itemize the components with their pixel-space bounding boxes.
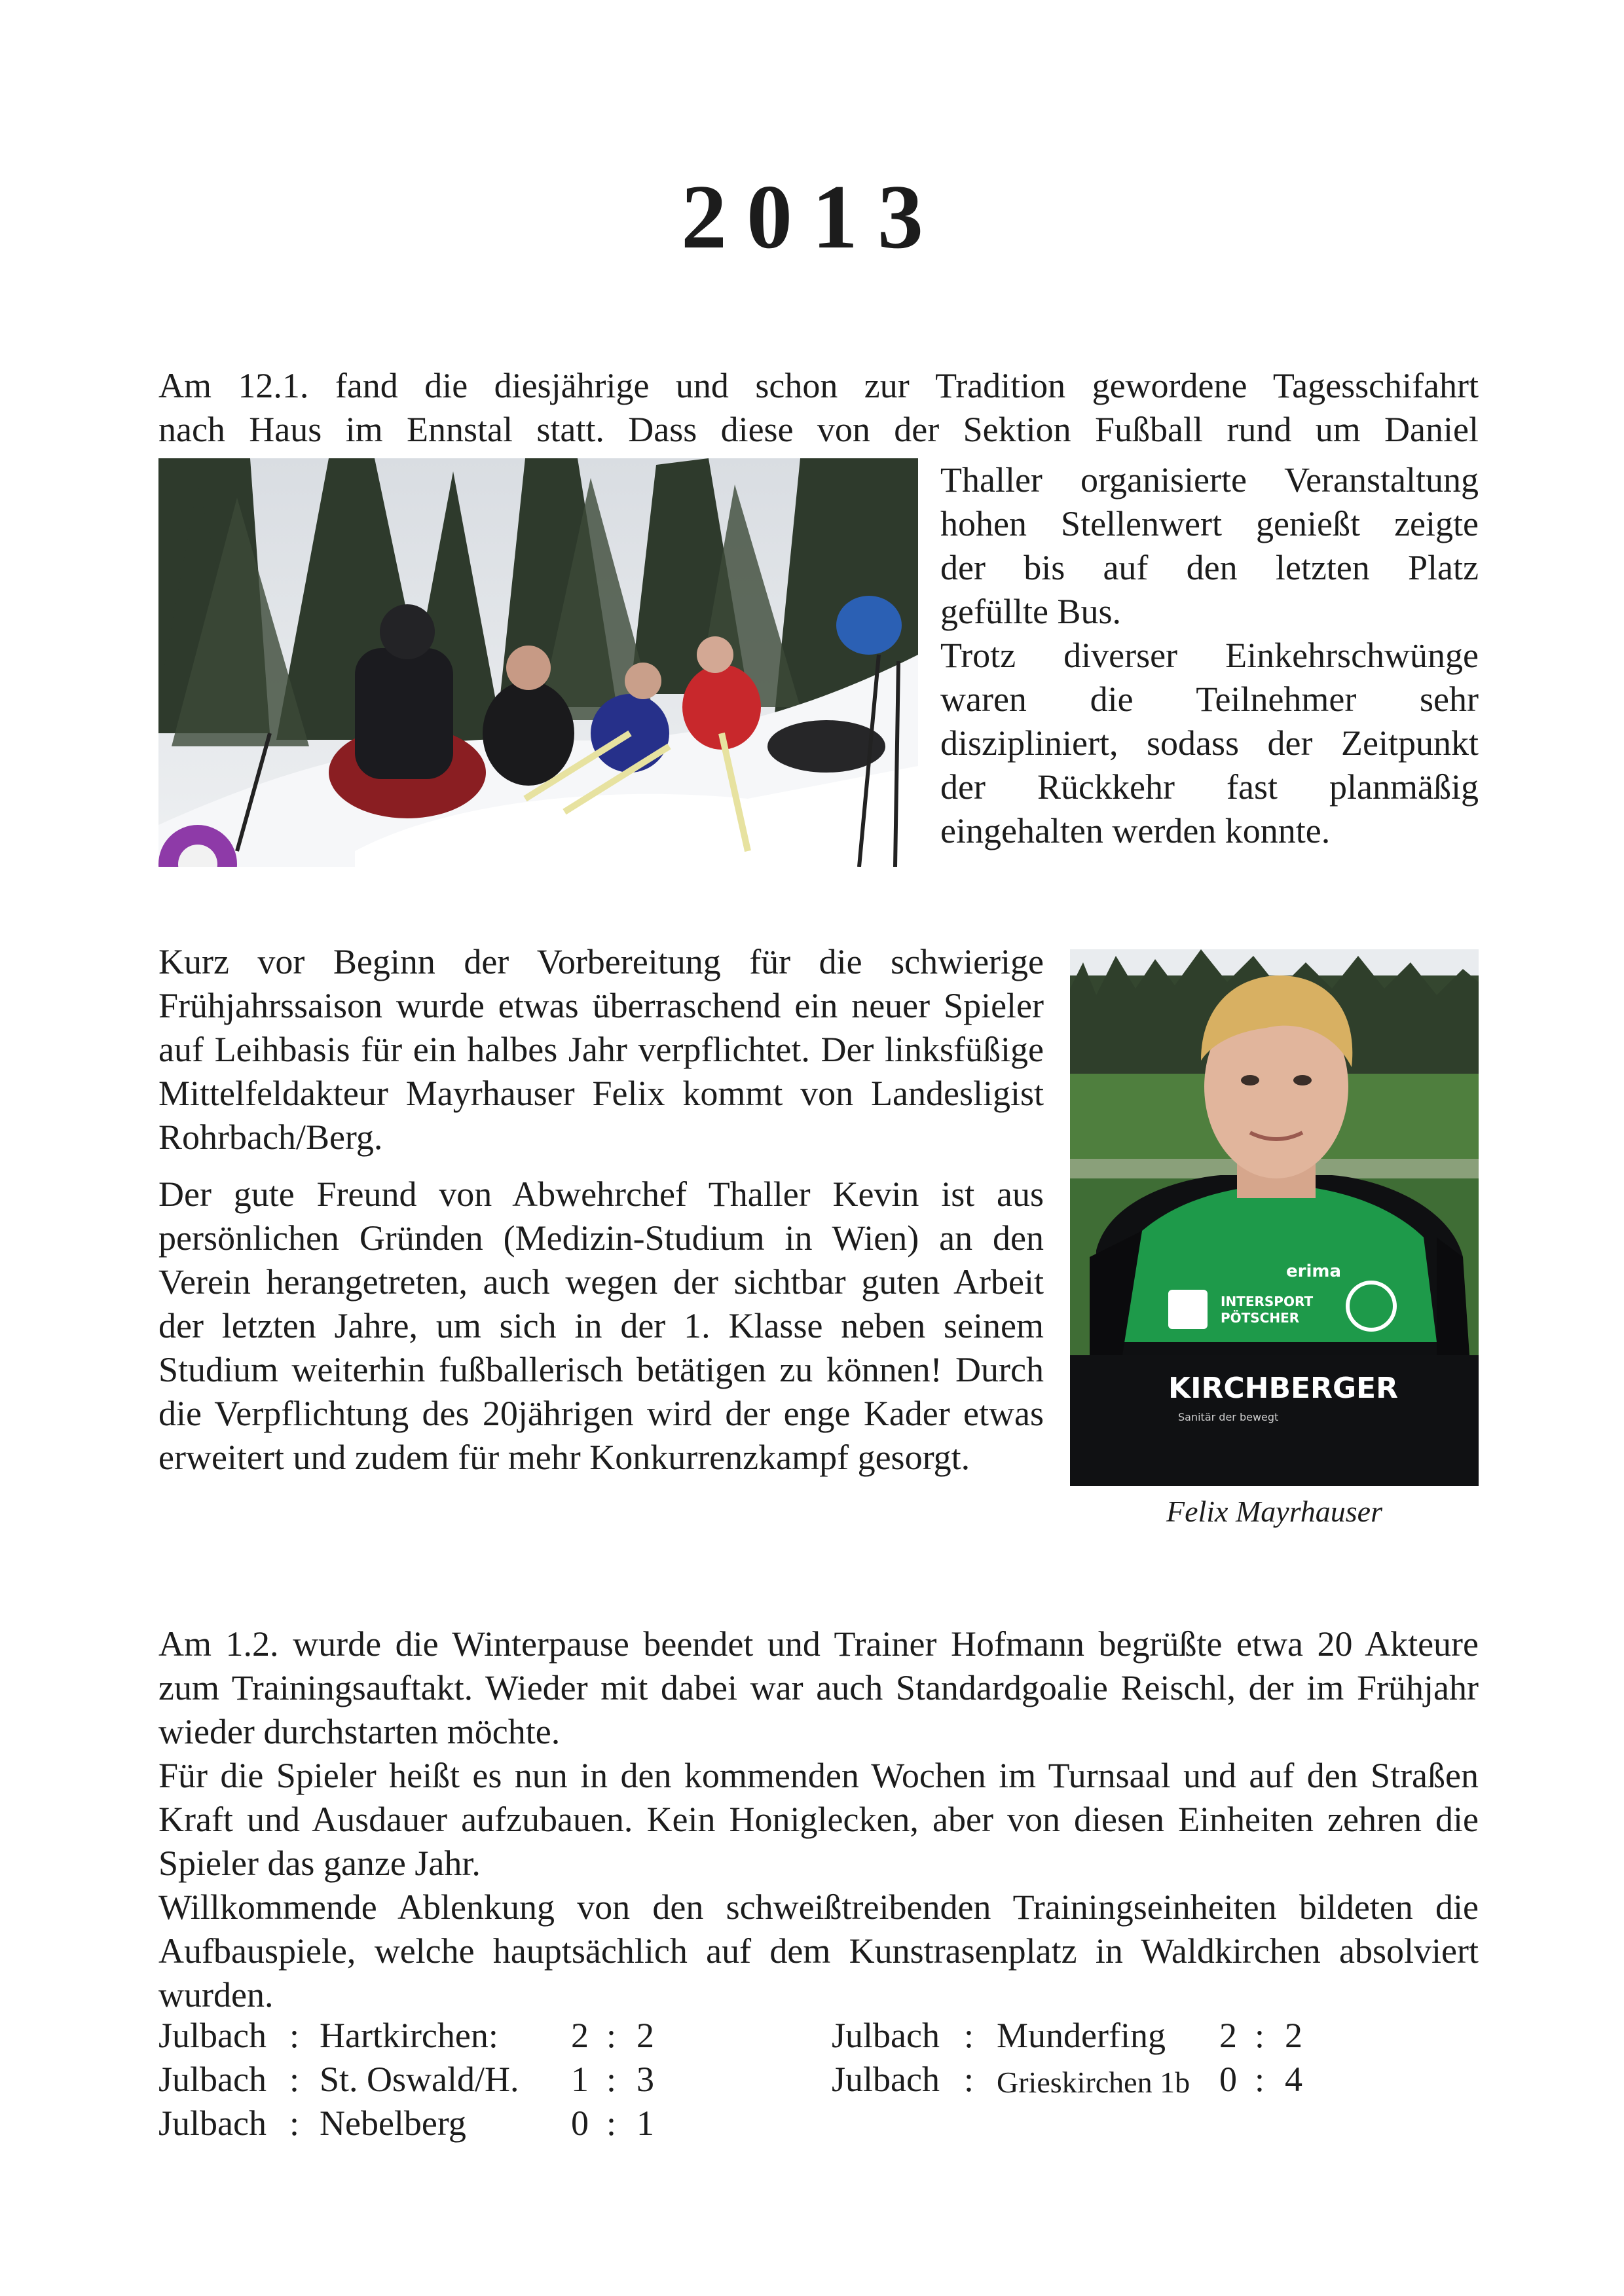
score-home: 2: [571, 2016, 589, 2055]
ski-trip-intro: [158, 364, 1479, 452]
paragraph: Für die Spieler heißt es nun in den kommenden Wochen im Turnsaal und auf den Straßen Kraft und Ausdauer aufzubauen. Kein Honiglecken, aber von diesen Einheiten zehren die Spieler das ganze Jahr.: [158, 1756, 1479, 1883]
text-line: der Rückkehr fast planmäßig: [940, 767, 1479, 807]
score-away: 3: [637, 2060, 654, 2099]
score-colon: :: [606, 2104, 617, 2143]
jersey-sponsor-1: INTERSPORT: [1221, 1294, 1314, 1309]
result-row: [832, 2014, 1479, 2058]
text-line: eingehalten werden konnte.: [940, 811, 1331, 850]
paragraph: Willkommende Ablenkung von den schweißtreibenden Trainingseinheiten bildeten die Aufbauspiele, welche hauptsächlich auf dem Kunstrasenplatz in Waldkirchen absolviert wurden.: [158, 1887, 1479, 2014]
home-team: Julbach: [158, 2060, 267, 2099]
score-home: 0: [1219, 2060, 1237, 2099]
score-home: 1: [571, 2060, 589, 2099]
training-text: [158, 1622, 1479, 2017]
paragraph: Der gute Freund von Abwehrchef Thaller Kevin ist aus persönlichen Gründen (Medizin-Studium in Wien) an den Verein herangetreten, auch wegen der sichtbar guten Arbeit der letzten Jahre, um sich in der 1. Klasse neben seinem Studium weiterhin fußballerisch betätigen zu können! Durch die Verpflichtung des 20jährigen wird der enge Kader etwas erweitert und zudem für mehr Konkurrenzkampf gesorgt.: [158, 1175, 1044, 1477]
home-team: Julbach: [158, 2016, 267, 2055]
text-line: nach Haus im Ennstal statt. Dass diese von der Sektion Fußball rund um Daniel: [158, 410, 1479, 449]
score-colon: :: [1255, 2016, 1265, 2055]
away-team: Grieskirchen 1b: [997, 2066, 1190, 2099]
text-line: diszipliniert, sodass der Zeitpunkt: [940, 723, 1479, 763]
photo-caption: Felix Mayrhauser: [1166, 1495, 1383, 1528]
jersey-brand: erima: [1286, 1262, 1342, 1281]
ski-group-image: [158, 458, 918, 867]
paragraph: Kurz vor Beginn der Vorbereitung für die schwierige Frühjahrssaison wurde etwas überraschend ein neuer Spieler auf Leihbasis für ein halbes Jahr verpflichtet. Der linksfüßige Mittelfeldakteur Mayrhauser Felix kommt von Landesligist Rohrbach/Berg.: [158, 942, 1044, 1157]
jersey-main-sponsor: KIRCHBERGER: [1168, 1372, 1398, 1405]
score-away: 4: [1285, 2060, 1302, 2099]
home-team: Julbach: [832, 2016, 940, 2055]
team-separator: :: [289, 2104, 300, 2143]
results-right: [832, 2014, 1479, 2102]
jersey-tagline: Sanitär der bewegt: [1178, 1411, 1279, 1423]
new-player-text: [158, 940, 1044, 1480]
score-colon: :: [606, 2016, 617, 2055]
score-away: 2: [637, 2016, 654, 2055]
team-separator: :: [289, 2060, 300, 2099]
results-left: [158, 2014, 813, 2145]
text-line: Trotz diverser Einkehrschwünge: [940, 636, 1479, 675]
player-portrait-image: [1070, 949, 1479, 1486]
team-separator: :: [289, 2016, 300, 2055]
score-home: 0: [571, 2104, 589, 2143]
ski-trip-photo: [158, 458, 918, 867]
away-team: Hartkirchen:: [320, 2016, 498, 2055]
away-team: Munderfing: [997, 2016, 1166, 2055]
score-colon: :: [1255, 2060, 1265, 2099]
team-separator: :: [964, 2060, 974, 2099]
away-team: Nebelberg: [320, 2104, 466, 2143]
player-photo: [1070, 949, 1479, 1486]
text-line: hohen Stellenwert genießt zeigte: [940, 504, 1479, 543]
page-title: 2013: [681, 166, 943, 268]
result-row: [158, 2102, 813, 2145]
text-line: Thaller organisierte Veranstaltung: [940, 460, 1479, 500]
home-team: Julbach: [158, 2104, 267, 2143]
text-line: waren die Teilnehmer sehr: [940, 680, 1479, 719]
result-row: [158, 2014, 813, 2058]
text-line: Am 12.1. fand die diesjährige und schon zur Tradition gewordene Tagesschifahrt: [158, 366, 1479, 405]
result-row: [832, 2058, 1479, 2102]
text-line: der bis auf den letzten Platz: [940, 548, 1479, 587]
away-team: St. Oswald/H.: [320, 2060, 519, 2099]
jersey-sponsor-2: PÖTSCHER: [1221, 1310, 1300, 1326]
score-away: 2: [1285, 2016, 1302, 2055]
home-team: Julbach: [832, 2060, 940, 2099]
score-home: 2: [1219, 2016, 1237, 2055]
text-line: gefüllte Bus.: [940, 592, 1121, 631]
ski-trip-side-text: [940, 458, 1479, 853]
score-colon: :: [606, 2060, 617, 2099]
team-separator: :: [964, 2016, 974, 2055]
score-away: 1: [637, 2104, 654, 2143]
paragraph: Am 1.2. wurde die Winterpause beendet und Trainer Hofmann begrüßte etwa 20 Akteure zum Trainingsauftakt. Wieder mit dabei war auch Standardgoalie Reischl, der im Frühjahr wieder durchstarten möchte.: [158, 1624, 1479, 1751]
result-row: [158, 2058, 813, 2102]
